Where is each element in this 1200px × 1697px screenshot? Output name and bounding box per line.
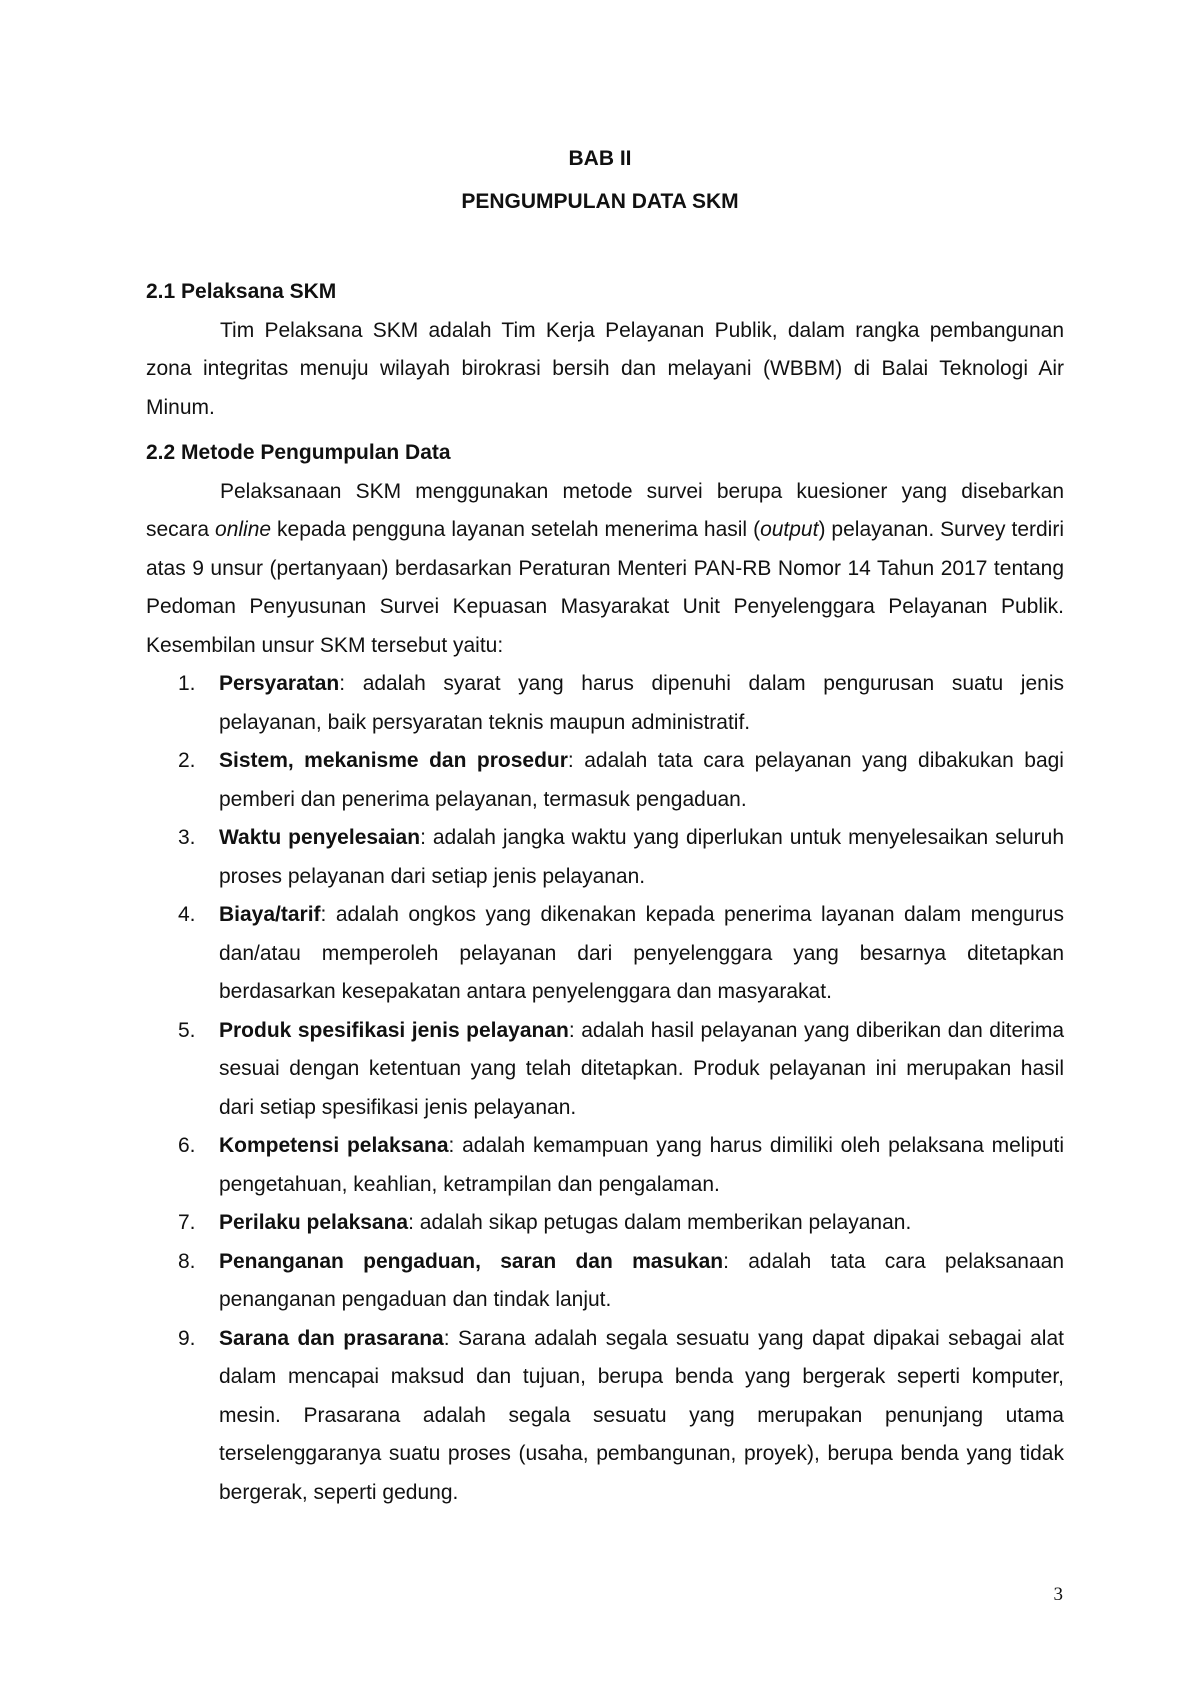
item-term: Biaya/tarif [219,903,321,926]
item-term: Waktu penyelesaian [219,826,421,849]
item-term: Sistem, mekanisme dan prosedur [219,749,568,772]
emphasis-online: online [215,518,272,541]
list-item [146,665,1064,742]
list-item [146,742,1064,819]
item-term: Kompetensi pelaksana [219,1134,449,1157]
item-description: : adalah kemampuan yang harus dimiliki oleh pelaksana meliputi pengetahuan, keahlian, ketrampilan dan pengalaman. [219,1134,1064,1196]
section-metode [146,434,1064,1512]
chapter-title: PENGUMPULAN DATA SKM [461,190,739,213]
paragraph-text: kepada pengguna layanan setelah menerima hasil ( [271,518,761,541]
item-term: Persyaratan [219,672,340,695]
item-description: : adalah tata cara pelayanan yang dibakukan bagi pemberi dan penerima pelayanan, termasuk pengaduan. [219,749,1064,811]
paragraph-text: Pelaksanaan SKM menggunakan metode survei berupa kuesioner yang disebarkan secara [146,479,1064,541]
item-description: : Sarana adalah segala sesuatu yang dapat dipakai sebagai alat dalam mencapai maksud dan tujuan, berupa benda yang bergerak seperti komputer, mesin. Prasarana adalah segala sesuatu yang merupakan penunjang utama terselenggaranya suatu proses (usaha, pembangunan, proyek), berupa benda yang tidak bergerak, seperti gedung. [219,1326,1064,1504]
paragraph-text: ) pelayanan. Survey terdiri atas 9 unsur (pertanyaan) berdasarkan Peraturan Menteri PAN-RB Nomor 14 Tahun 2017 tentang Pedoman Penyusunan Survei Kepuasan Masyarakat Unit Penyelenggara Pelayanan Publik. Kesembilan unsur SKM tersebut yaitu: [146,518,1064,657]
list-item [146,1012,1064,1128]
item-description: : adalah hasil pelayanan yang diberikan dan diterima sesuai dengan ketentuan yang telah ditetapkan. Produk pelayanan ini merupakan hasil dari setiap spesifikasi jenis pelayanan. [219,1018,1064,1119]
section-paragraph [146,473,1064,666]
section-heading: 2.2 Metode Pengumpulan Data [146,441,451,464]
item-description: : adalah jangka waktu yang diperlukan untuk menyelesaikan seluruh proses pelayanan dari setiap jenis pelayanan. [219,826,1065,888]
section-paragraph: Tim Pelaksana SKM adalah Tim Kerja Pelayanan Publik, dalam rangka pembangunan zona integritas menuju wilayah birokrasi bersih dan melayani (WBBM) di Balai Teknologi Air Minum. [146,318,1064,419]
item-term: Perilaku pelaksana [219,1211,409,1234]
item-number: 8. [178,1249,196,1273]
item-description: : adalah tata cara pelaksanaan penanganan pengaduan dan tindak lanjut. [219,1249,1064,1311]
item-term: Produk spesifikasi jenis pelayanan [219,1018,569,1042]
list-item [146,819,1064,896]
list-item [146,1127,1064,1204]
section-heading: 2.1 Pelaksana SKM [146,280,337,303]
list-item [146,1204,1064,1243]
item-number: 2. [178,749,196,772]
item-number: 7. [178,1211,196,1234]
item-number: 9. [178,1326,196,1350]
page-number: 3 [1053,1584,1063,1605]
item-number: 5. [178,1018,196,1042]
list-item [146,896,1064,1012]
item-description: : adalah ongkos yang dikenakan kepada penerima layanan dalam mengurus dan/atau memperoleh pelayanan dari penyelenggara yang besarnya ditetapkan berdasarkan kesepakatan antara penyelenggara dan masyarakat. [219,903,1064,1003]
skm-elements-list [146,665,1064,1512]
emphasis-output: output [760,518,819,541]
item-number: 6. [178,1134,196,1157]
item-number: 1. [178,672,196,695]
item-term: Penanganan pengaduan, saran dan masukan [219,1249,724,1273]
item-term: Sarana dan prasarana [219,1326,444,1350]
item-number: 4. [178,903,196,926]
chapter-number: BAB II [568,147,632,170]
item-description: : adalah sikap petugas dalam memberikan pelayanan. [408,1211,912,1234]
list-item [146,1243,1064,1320]
item-description: : adalah syarat yang harus dipenuhi dalam pengurusan suatu jenis pelayanan, baik persyaratan teknis maupun administratif. [219,672,1064,734]
section-pelaksana [146,273,1064,427]
list-item [146,1320,1064,1513]
item-number: 3. [178,826,196,849]
